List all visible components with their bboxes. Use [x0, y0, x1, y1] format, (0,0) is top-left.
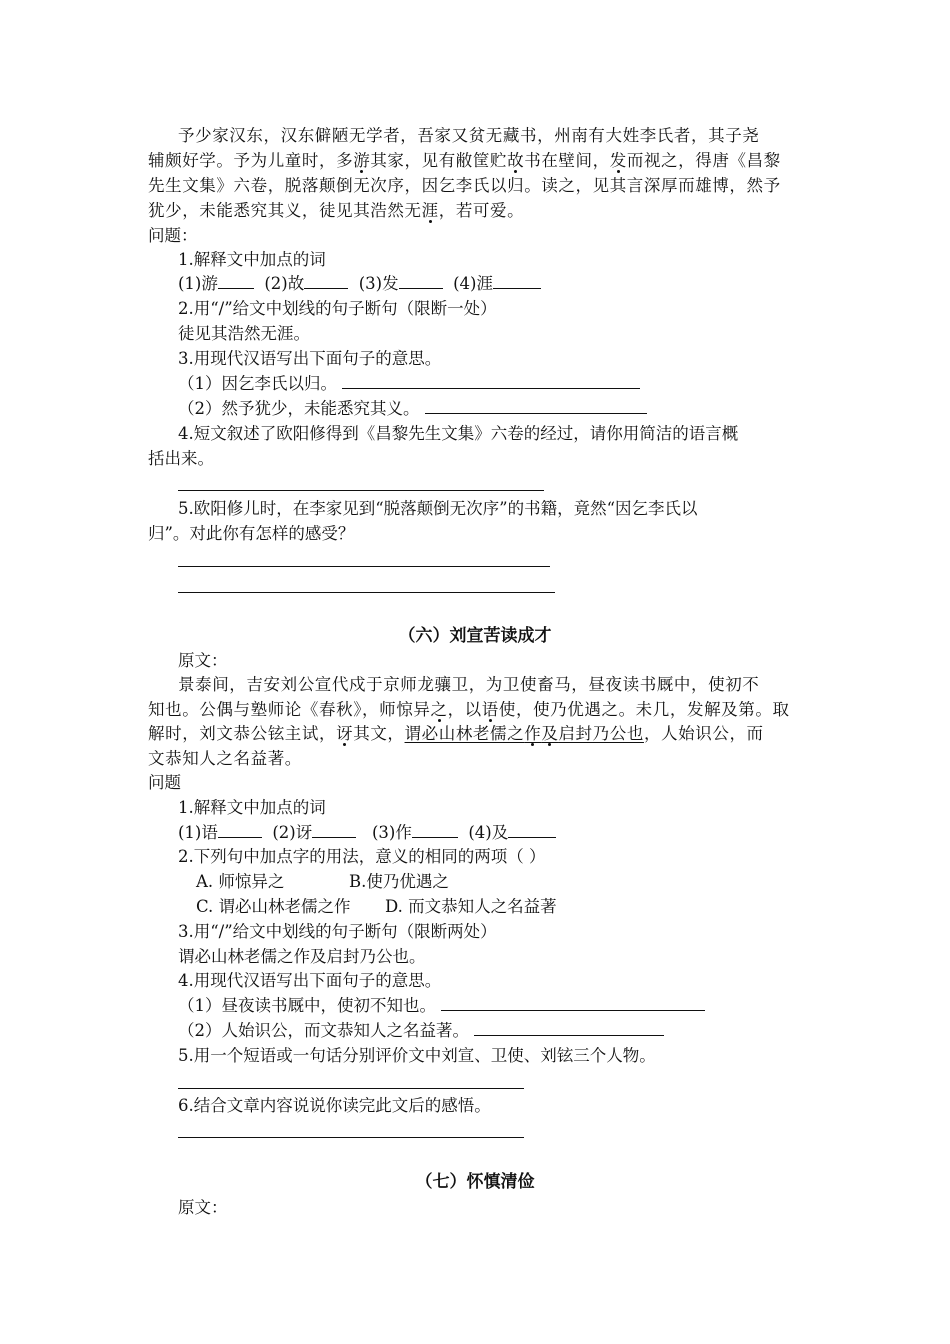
item-label: (1)游	[178, 274, 218, 293]
underlined-sentence	[405, 724, 644, 743]
question-3-sentence: 谓必山林老儒之作及启封乃公也。	[178, 947, 426, 966]
question-1-items	[178, 272, 541, 296]
passage-text: 予少家汉东，汉东僻陋无学者，吾家又贫无藏书，州南有大姓李氏者，其子尧	[178, 126, 760, 145]
answer-blank[interactable]	[218, 272, 254, 289]
dotted-word: 之	[430, 700, 448, 719]
question-4-cont: 括出来。	[148, 449, 214, 468]
answer-line[interactable]	[178, 490, 544, 491]
original-text-label: 原文：	[178, 1198, 228, 1217]
dotted-word: 作	[524, 724, 542, 743]
question-3-1	[178, 372, 640, 396]
passage-line	[178, 673, 759, 697]
item-label: (3)发	[358, 274, 399, 293]
option-c: C. 谓必山林老儒之作	[196, 897, 351, 916]
question-4-2	[178, 1019, 664, 1043]
item-label: (4)及	[468, 823, 509, 842]
dotted-word: 语	[481, 700, 499, 719]
passage-text: ，人始识公，而	[643, 724, 764, 743]
sentence-text: （2）人始识公，而文恭知人之名益著。	[178, 1021, 469, 1040]
answer-blank[interactable]	[342, 372, 640, 389]
passage-text: 使，使乃优遇之。未几，发解及第。取	[498, 700, 790, 719]
passage-line	[148, 149, 781, 173]
question-2: 2.用“/”给文中划线的句子断句（限断一处）	[178, 299, 497, 318]
passage-line	[148, 698, 790, 722]
question-5-cont: 归”。对此你有怎样的感受？	[148, 524, 355, 543]
answer-blank[interactable]	[312, 821, 356, 838]
answer-blank[interactable]	[474, 1019, 664, 1036]
passage-line	[148, 722, 764, 746]
passage-text: 其文，	[353, 724, 405, 743]
question-1: 1.解释文中加点的词	[178, 250, 326, 269]
passage-line	[148, 174, 781, 198]
item-label: (4)涯	[453, 274, 493, 293]
original-text-label: 原文：	[178, 651, 228, 670]
question-6: 6.结合文章内容说说你读完此文后的感悟。	[178, 1096, 491, 1115]
question-2: 2.下列句中加点字的用法，意义的相同的两项（ ）	[178, 847, 546, 866]
item-label: (2)讶	[272, 823, 313, 842]
answer-line[interactable]	[178, 1137, 524, 1138]
answer-blank[interactable]	[425, 397, 647, 414]
passage-text: 解时，刘文恭公铉主试，	[148, 724, 337, 743]
passage-line	[148, 747, 302, 771]
passage-text: 而视之，得唐《昌黎	[626, 151, 781, 170]
question-3-2	[178, 397, 647, 421]
passage-text: 先生文集》六卷，脱落颠倒无次序，因乞李氏以归。读之，见其言深厚而雄博，然予	[148, 176, 781, 195]
question-4: 4.短文叙述了欧阳修得到《昌黎先生文集》六卷的经过，请你用简洁的语言概	[178, 424, 739, 443]
item-label: (2)故	[264, 274, 305, 293]
passage-line	[178, 124, 759, 148]
passage-text: ，若可爱。	[438, 201, 525, 220]
sentence-text: （2）然予犹少，未能悉究其义。	[178, 399, 420, 418]
option-b: B.使乃优遇之	[349, 872, 449, 891]
passage-text: 书在壁间，	[524, 151, 610, 170]
option-d: D. 而文恭知人之名益著	[385, 897, 557, 916]
dotted-word: 故	[507, 151, 525, 170]
dotted-word: 游	[353, 151, 371, 170]
passage-text: 其家，见有敝筐贮	[370, 151, 508, 170]
question-1: 1.解释文中加点的词	[178, 798, 326, 817]
answer-blank[interactable]	[508, 821, 556, 838]
section-title: （六）刘宣苦读成才	[398, 626, 552, 646]
answer-blank[interactable]	[412, 821, 458, 838]
item-label: (3)作	[372, 823, 412, 842]
dotted-word: 涯	[421, 201, 439, 220]
question-4: 4.用现代汉语写出下面句子的意思。	[178, 971, 442, 990]
section-title: （七）怀慎清俭	[415, 1172, 535, 1192]
sentence-text: （1）昼夜读书厩中，使初不知也。	[178, 996, 436, 1015]
passage-text: 启封乃公也	[558, 724, 644, 743]
answer-blank[interactable]	[218, 821, 262, 838]
answer-line[interactable]	[178, 566, 550, 567]
passage-text: ，以	[447, 700, 482, 719]
answer-blank[interactable]	[493, 272, 541, 289]
question-1-items	[178, 821, 556, 845]
dotted-word: 讶	[336, 724, 354, 743]
passage-text: 景泰间，吉安刘公宣代戍于京师龙骧卫，为卫使畜马，昼夜读书厩中，使初不	[178, 675, 760, 694]
answer-blank[interactable]	[441, 994, 705, 1011]
item-label: (1)语	[178, 823, 218, 842]
question-3: 3.用“/”给文中划线的句子断句（限断两处）	[178, 922, 497, 941]
question-3: 3.用现代汉语写出下面句子的意思。	[178, 349, 442, 368]
dotted-word: 发	[609, 151, 627, 170]
questions-heading: 问题：	[148, 226, 198, 245]
question-5: 5.欧阳修儿时，在李家见到“脱落颠倒无次序”的书籍，竟然“因乞李氏以	[178, 499, 698, 518]
passage-text: 辅颇好学。予为儿童时，多	[148, 151, 354, 170]
answer-line[interactable]	[178, 1088, 524, 1089]
answer-line[interactable]	[178, 592, 555, 593]
dotted-word: 及	[541, 724, 559, 743]
answer-blank[interactable]	[304, 272, 348, 289]
passage-text: 文恭知人之名益著。	[148, 749, 302, 768]
answer-blank[interactable]	[399, 272, 443, 289]
option-a: A. 师惊异之	[196, 872, 285, 891]
question-2-sentence: 徒见其浩然无涯。	[178, 324, 310, 343]
question-4-1	[178, 994, 705, 1018]
questions-heading: 问题	[148, 773, 181, 792]
sentence-text: （1）因乞李氏以归。	[178, 374, 337, 393]
passage-text: 犹少，未能悉究其义，徒见其浩然无	[148, 201, 422, 220]
question-5: 5.用一个短语或一句话分别评价文中刘宣、卫使、刘铉三个人物。	[178, 1046, 656, 1065]
passage-text: 知也。公偶与塾师论《春秋》，师惊异	[148, 700, 431, 719]
passage-line	[148, 199, 524, 223]
passage-text: 谓必山林老儒之	[404, 724, 525, 743]
